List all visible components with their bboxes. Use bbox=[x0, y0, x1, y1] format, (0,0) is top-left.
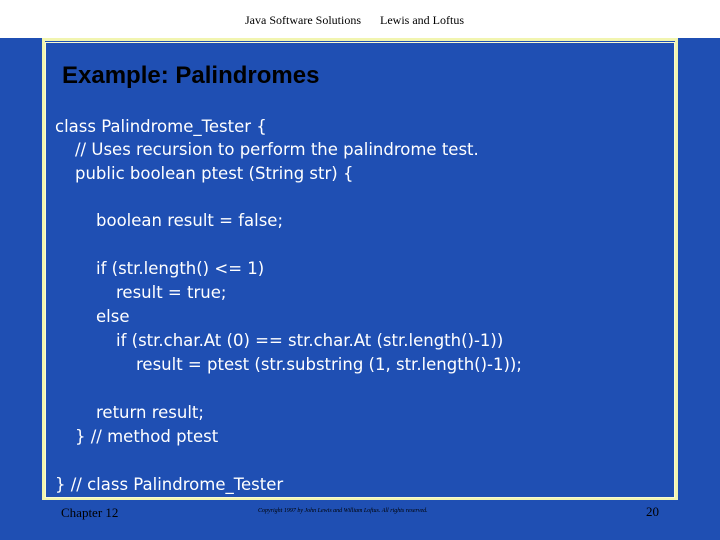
code-line: else bbox=[96, 307, 130, 326]
code-line: // Uses recursion to perform the palindrome test. bbox=[75, 140, 479, 159]
code-line: } // class Palindrome_Tester bbox=[55, 475, 284, 494]
code-line: return result; bbox=[96, 403, 204, 422]
code-line: result = ptest (str.substring (1, str.length()-1)); bbox=[136, 355, 522, 374]
code-line: public boolean ptest (String str) { bbox=[75, 164, 354, 183]
footer-copyright: Copyright 1997 by John Lewis and William Loftus. All rights reserved. bbox=[258, 508, 428, 514]
slide-margin-left bbox=[0, 38, 42, 500]
header-book-title: Java Software Solutions bbox=[245, 13, 361, 27]
code-line: if (str.length() <= 1) bbox=[96, 259, 265, 278]
code-line: if (str.char.At (0) == str.char.At (str.length()-1)) bbox=[116, 331, 504, 350]
footer-chapter: Chapter 12 bbox=[61, 505, 119, 520]
slide-title: Example: Palindromes bbox=[62, 62, 320, 89]
code-line: } // method ptest bbox=[75, 427, 219, 446]
header-authors: Lewis and Loftus bbox=[380, 13, 464, 27]
code-line: class Palindrome_Tester { bbox=[55, 117, 267, 136]
code-line: result = true; bbox=[116, 283, 227, 302]
running-header bbox=[0, 13, 720, 29]
page-number: 20 bbox=[646, 504, 659, 519]
slide-margin-right bbox=[678, 38, 720, 500]
code-line: boolean result = false; bbox=[96, 211, 284, 230]
